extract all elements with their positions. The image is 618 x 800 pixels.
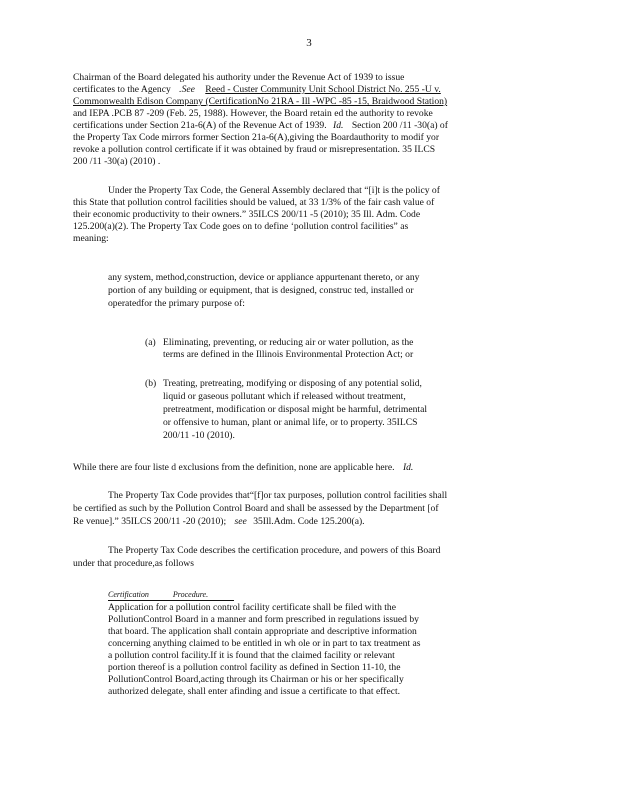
para4-tail: 35Ill.Adm. Code 125.200(a). bbox=[253, 516, 365, 527]
page-number: 3 bbox=[306, 37, 312, 49]
item-b-line-2: liquid or gaseous pollutant which if released without treatment, bbox=[163, 391, 406, 402]
para4-line-3 bbox=[73, 516, 365, 527]
quote2-heading-left: Certification bbox=[108, 590, 149, 599]
para1-line-4-text: certifications under Section 21a-6(A) of the Revenue Act of 1939. bbox=[73, 120, 327, 131]
item-b-line-1: Treating, pretreating, modifying or disposing of any potential solid, bbox=[163, 378, 422, 389]
quote2-line-8: authorized delegate, shall enter afinding and issue a certificate to that effect. bbox=[108, 686, 401, 697]
id-signal: Id. bbox=[333, 120, 344, 131]
para4-line-1: The Property Tax Code provides that“[f]or tax purposes, pollution control facilities shall bbox=[108, 490, 448, 501]
para1-line-5: the Property Tax Code mirrors former Section 21a-6(A),giving the Boardauthority to modif yor bbox=[73, 132, 440, 143]
quote1-line-3: operatedfor the primary purpose of: bbox=[108, 298, 245, 309]
para4-line-2: be certified as such by the Pollution Control Board and shall be assessed by the Department [of bbox=[73, 503, 439, 514]
quote1-line-1: any system, method,construction, device or appliance appurtenant thereto, or any bbox=[108, 272, 420, 283]
item-b-marker: (b) bbox=[145, 378, 157, 389]
para1-line-1: Chairman of the Board delegated his authority under the Revenue Act of 1939 to issue bbox=[73, 72, 405, 83]
quote2-heading bbox=[108, 590, 234, 601]
para2-line-5: meaning: bbox=[73, 233, 109, 244]
item-b-line-5: 200/11 -10 (2010). bbox=[163, 430, 235, 441]
para2-line-4: 125.200(a)(2). The Property Tax Code goes on to define ‘pollution control facilities” as bbox=[73, 221, 409, 232]
para2-line-3: their economic productivity to their owners.” 35ILCS 200/11 -5 (2010); 35 Ill. Adm. Code bbox=[73, 209, 421, 220]
quote1-line-2: portion of any building or equipment, that is designed, construc ted, installed or bbox=[108, 285, 414, 296]
para1-section-tail: Section 200 /11 -30(a) of bbox=[351, 120, 448, 131]
para1-line-4 bbox=[73, 120, 448, 131]
item-b-line-3: pretreatment, modification or disposal might be harmful, detrimental bbox=[163, 404, 428, 415]
para1-line-7: 200 /11 -30(a) (2010) . bbox=[73, 156, 161, 167]
para2-line-2: this State that pollution control facilities should be valued, at 33 1/3% of the fair cash value of bbox=[73, 197, 435, 208]
quote2-line-1: Application for a pollution control facility certificate shall be filed with the bbox=[108, 602, 396, 613]
para4-see-signal: see bbox=[234, 516, 247, 527]
para5-line-1: The Property Tax Code describes the certification procedure, and powers of this Board bbox=[108, 545, 441, 556]
para3-id-signal: Id. bbox=[402, 462, 414, 473]
para1-line-2-text: certificates to the Agency bbox=[73, 84, 171, 95]
para4-line-3-text: Re venue].” 35ILCS 200/11 -20 (2010); bbox=[73, 516, 227, 527]
item-b-line-4: or offensive to human, plant or animal life, or to property. 35ILCS bbox=[163, 417, 418, 428]
case-name-part-1: Reed - Custer Community Unit School District No. 255 -U v. bbox=[205, 84, 441, 95]
item-a-line-2: terms are defined in the Illinois Environmental Protection Act; or bbox=[163, 349, 414, 360]
quote2-line-4: concerning anything claimed to be entitled in wh ole or in part to tax treatment as bbox=[108, 638, 421, 649]
para1-line-3: and IEPA .PCB 87 -209 (Feb. 25, 1988). However, the Board retain ed the authority to revoke bbox=[73, 108, 433, 119]
quote2-line-6: portion thereof is a pollution control facility as defined in Section 11-10, the bbox=[108, 662, 401, 673]
para1-line-6: revoke a pollution control certificate if it was obtained by fraud or misrepresentation. 35 ILCS bbox=[73, 144, 436, 155]
para5-line-2: under that procedure,as follows bbox=[73, 558, 194, 569]
item-a-line-1: Eliminating, preventing, or reducing air or water pollution, as the bbox=[163, 337, 414, 348]
para1-line-2 bbox=[73, 84, 441, 95]
para3-line bbox=[73, 462, 413, 473]
para2-line-1: Under the Property Tax Code, the General Assembly declared that “[i]t is the policy of bbox=[108, 185, 440, 196]
see-signal: .See bbox=[179, 84, 195, 95]
quote2-line-2: PollutionControl Board in a manner and form prescribed in regulations issued by bbox=[108, 614, 419, 625]
quote2-line-3: that board. The application shall contain appropriate and descriptive information bbox=[108, 626, 417, 637]
item-a-marker: (a) bbox=[145, 337, 156, 348]
case-name-part-2: Commonwealth Edison Company (CertificationNo 21RA - Ill -WPC -85 -15, Braidwood Station) bbox=[73, 96, 448, 107]
quote2-line-7: PollutionControl Board,acting through its Chairman or his or her specifically bbox=[108, 674, 404, 685]
quote2-heading-right: Procedure. bbox=[172, 590, 209, 599]
para3-text: While there are four liste d exclusions from the definition, none are applicable here. bbox=[73, 462, 395, 473]
quote2-line-5: a pollution control facility.If it is found that the claimed facility or relevant bbox=[108, 650, 395, 661]
